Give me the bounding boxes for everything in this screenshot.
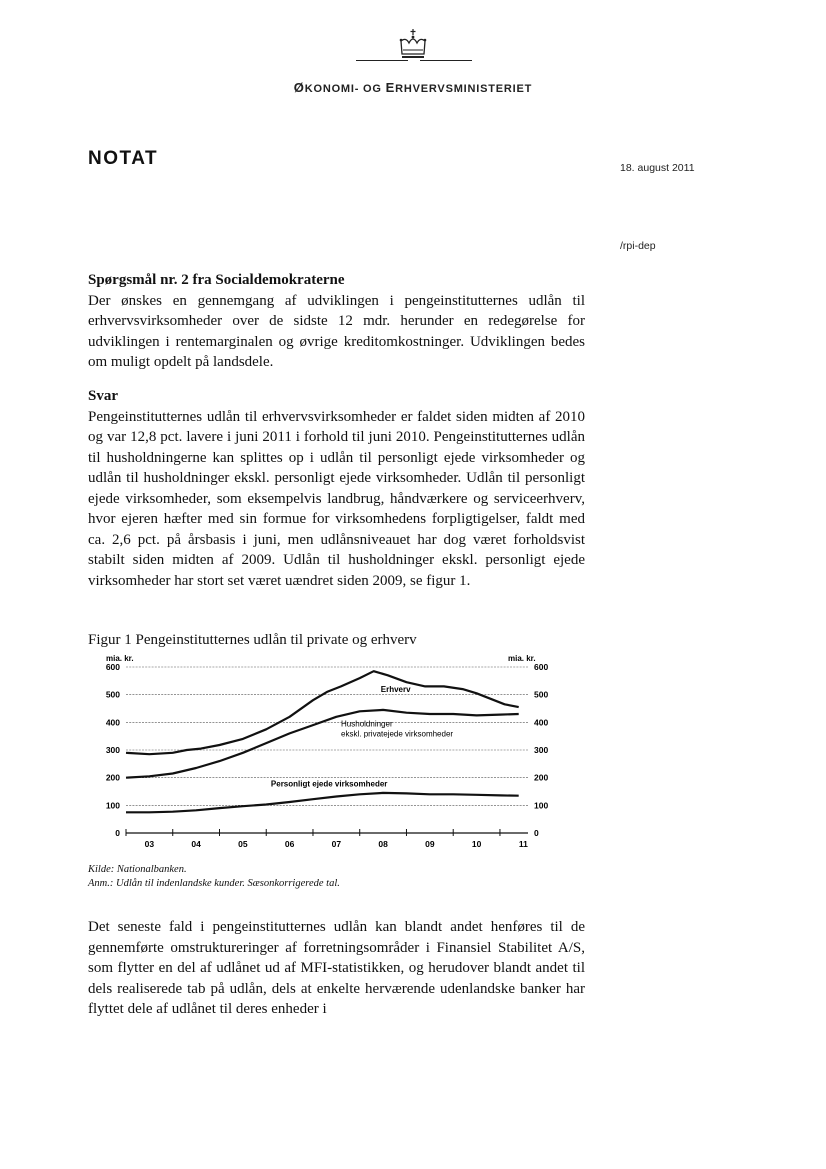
document-reference: /rpi-dep	[620, 240, 656, 252]
x-tick-label: 03	[144, 839, 155, 849]
figure-1	[86, 632, 586, 891]
letterhead-rule-right	[420, 60, 472, 61]
y-tick-label-left: 300	[105, 745, 120, 755]
document-type: NOTAT	[88, 148, 159, 169]
series-annotation: Husholdninger	[341, 719, 393, 729]
y-tick-label-right: 100	[534, 800, 549, 811]
continuation-body: Det seneste fald i pengeinstitutternes udlån kan blandt andet henføres til de gennemførte omstruktureringer af forretningsområder i Finansiel Stabilitet A/S, som flytter en del af udlånet ud af MFI-statistikken, og herudover blandt andet til dels realiserede tab på udlån, dels at enkelte herværende udenlandske banker har flyttet dele af udlånet til deres enheder i	[88, 919, 585, 1017]
y-tick-label-right: 600	[534, 662, 549, 672]
answer-section	[88, 386, 585, 591]
series-annotation: Personligt ejede virksomheder	[270, 779, 388, 789]
y-tick-label-left: 0	[115, 828, 120, 838]
x-tick-label: 08	[378, 839, 388, 849]
ministry-name: ØKONOMI- OG ERHVERVSMINISTERIET	[293, 80, 533, 95]
series-line-3	[126, 793, 519, 812]
figure-source: Kilde: Nationalbanken.	[88, 864, 187, 875]
letterhead-rule-left	[356, 60, 408, 61]
y-tick-label-left: 100	[105, 800, 120, 811]
x-tick-label: 11	[518, 839, 528, 849]
series-annotation: Erhverv	[380, 684, 411, 694]
question-body: Der ønskes en gennemgang af udviklingen i pengeinstitutternes udlån til erhvervsvirksomheder over de sidste 12 mdr. herunder en redegørelse for udviklingen i rentemarginalen og øvrige kreditomkostninger. Udviklingen bedes om muligt opdelt på landsdele.	[88, 292, 585, 370]
chart-series	[126, 671, 519, 812]
y-tick-label-left: 600	[105, 662, 120, 672]
series-line-1	[126, 671, 519, 754]
figure-note: Anm.: Udlån til indenlandske kunder. Sæsonkorrigerede tal.	[88, 878, 340, 889]
question-heading: Spørgsmål nr. 2 fra Socialdemokraterne	[88, 272, 345, 288]
figure-title: Figur 1 Pengeinstitutternes udlån til private og erhverv	[88, 632, 417, 648]
question-section	[88, 270, 585, 373]
y-tick-label-right: 200	[534, 772, 549, 783]
x-tick-label: 04	[191, 839, 201, 849]
document-date: 18. august 2011	[620, 162, 695, 174]
y-tick-label-left: 400	[105, 717, 120, 728]
answer-body: Pengeinstitutternes udlån til erhvervsvirksomheder er faldet siden midten af 2010 og var 12,8 pct. lavere i juni 2011 i forhold til juni 2010. Pengeinstitutternes udlån til husholdningerne kan splittes op i udlån til personligt ejede virksomheder og udlån til husholdninger ekskl. personligt ejede virksomheder. Udlån til personligt ejede virksomheder, som eksempelvis landbrug, håndværkere og serviceerhverv, hvor ejeren hæfter med sin formue for virksomhedens forpligtigelser, faldt med ca. 2,6 pct. på årsbasis i juni, men udlånsniveauet har dog været forholdsvist stabilt siden midten af 2009. Udlån til husholdninger ekskl. personligt ejede virksomheder har stort set været uændret siden 2009, se figur 1.	[88, 408, 585, 589]
y-tick-label-right: 400	[534, 717, 549, 728]
y-tick-label-left: 500	[105, 689, 120, 700]
chart-labels	[106, 654, 549, 849]
x-tick-label: 07	[331, 839, 342, 849]
x-tick-label: 05	[238, 839, 248, 849]
series-annotation: ekskl. privatejede virksomheder	[341, 729, 454, 739]
continuation-paragraph	[88, 917, 585, 1020]
y-axis-unit-left: mia. kr.	[106, 654, 134, 663]
chart-axes	[126, 829, 528, 836]
series-line-2	[126, 710, 519, 778]
x-tick-label: 09	[425, 839, 435, 849]
y-tick-label-right: 0	[534, 828, 539, 838]
y-tick-label-right: 300	[534, 745, 549, 755]
loans-line-chart	[86, 651, 566, 861]
y-tick-label-right: 500	[534, 689, 549, 700]
y-axis-unit-right: mia. kr.	[508, 654, 536, 663]
x-tick-label: 06	[284, 839, 295, 849]
x-tick-label: 10	[471, 839, 482, 849]
y-tick-label-left: 200	[105, 772, 120, 783]
crown-logo-icon	[398, 28, 428, 62]
answer-heading: Svar	[88, 388, 118, 404]
